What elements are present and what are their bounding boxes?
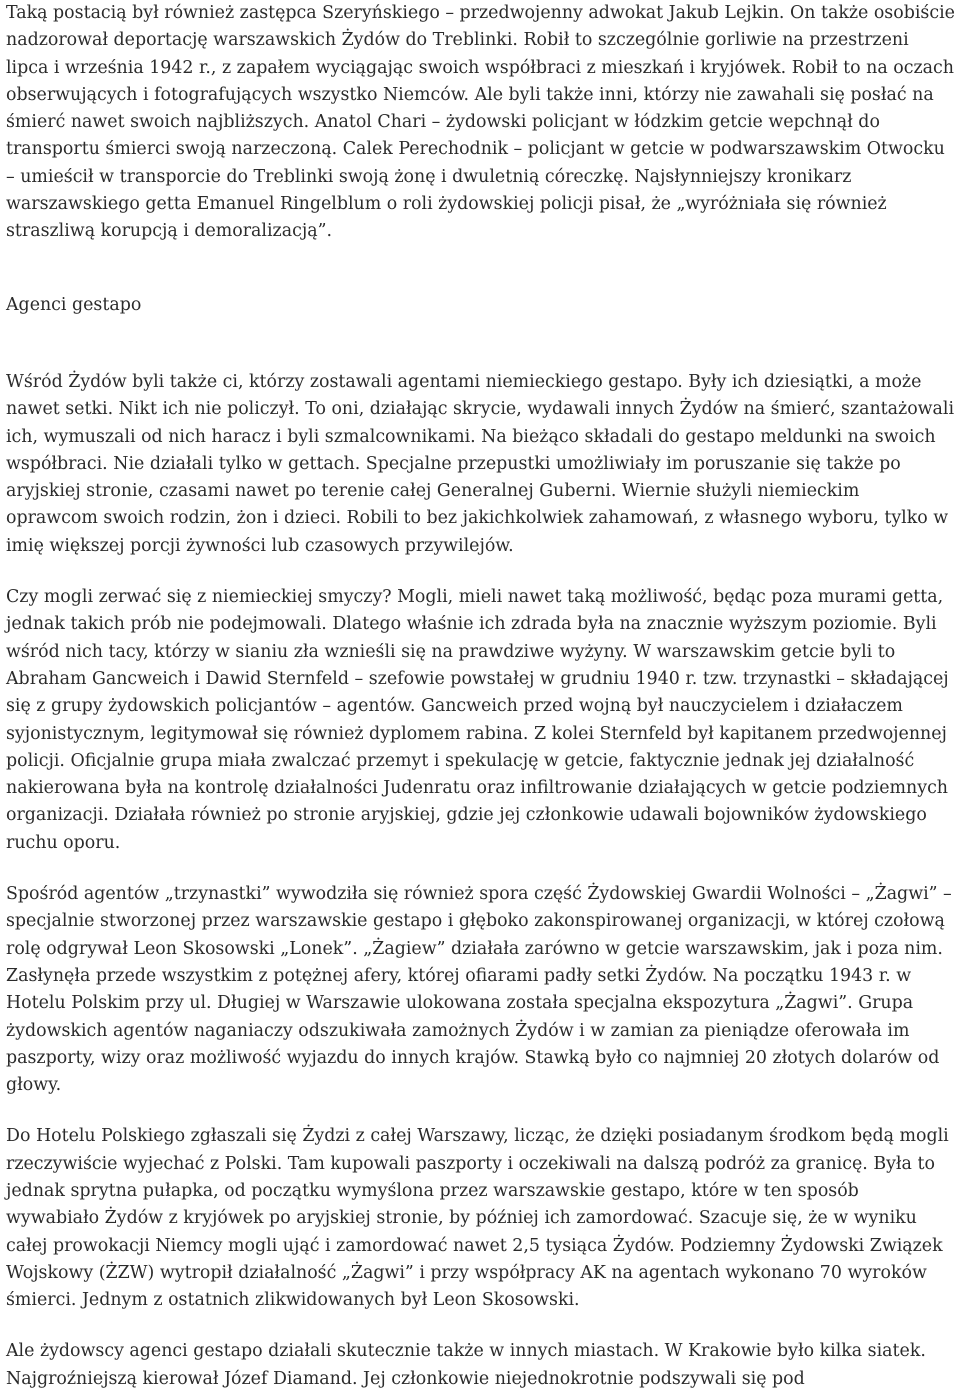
paragraph-lejkin: Taką postacią był również zastępca Szeryńskiego – przedwojenny adwokat Jakub Lejkin. On także osobiście nadzorował deportację warszawskich Żydów do Treblinki. Robił to szczególnie gorliwie na przestrzeni lipca i września 1942 r., z zapałem wyciągając swoich współbraci z mieszkań i kryjówek. Robił to na oczach obserwujących i fotografujących wszystko Niemców. Ale byli także inni, którzy nie zawahali się posłać na śmierć nawet swoich najbliższych. Anatol Chari – żydowski policjant w łódzkim getcie wepchnął do transportu śmierci swoją narzeczoną. Calek Perechodnik – policjant w getcie w podwarszawskim Otwocku – umieścił w transporcie do Treblinki swoją żonę i dwuletnią córeczkę. Najsłynniejszy kronikarz warszawskiego getta Emanuel Ringelblum o roli żydowskiej policji pisał, że „wyróżniała się również straszliwą korupcją i demoralizacją”.: [6, 3, 955, 242]
paragraph-trzynastka: Czy mogli zerwać się z niemieckiej smyczy? Mogli, mieli nawet taką możliwość, będąc poza murami getta, jednak takich prób nie podejmowali. Dlatego właśnie ich zdrada była na znacznie wyższym poziomie. Byli wśród nich tacy, którzy w sianiu zła wznieśli się na prawdziwe wyżyny. W warszawskim getcie byli to Abraham Gancweich i Dawid Sternfeld – szefowie powstałej w grudniu 1940 r. tzw. trzynastki – składającej się z grupy żydowskich policjantów – agentów. Gancweich przed wojną był nauczycielem i działaczem syjonistycznym, legitymował się również dyplomem rabina. Z kolei Sternfeld był kapitanem przedwojennej policji. Oficjalnie grupa miała zwalczać przemyt i spekulację w getcie, faktycznie jednak jej działalność nakierowana była na kontrolę działalności Judenratu oraz infiltrowanie działających w getcie podziemnych organizacji. Działała również po stronie aryjskiej, gdzie jej członkowie udawali bojowników żydowskiego ruchu oporu.: [6, 587, 949, 853]
paragraph-hotel-polski: Do Hotelu Polskiego zgłaszali się Żydzi z całej Warszawy, licząc, że dzięki posiadanym środkom będą mogli rzeczywiście wyjechać z Polski. Tam kupowali paszporty i oczekiwali na dalszą podróż za granicę. Była to jednak sprytna pułapka, od początku wymyślona przez warszawskie gestapo, które w ten sposób wywabiało Żydów z kryjówek po aryjskiej stronie, by później ich zamordować. Szacuje się, że w wyniku całej prowokacji Niemcy mogli ująć i zamordować nawet 2,5 tysiąca Żydów. Podziemny Żydowski Związek Wojskowy (ŻZW) wytropił działalność „Żagwi” i przy współpracy AK na agentach wykonano 70 wyroków śmierci. Jednym z ostatnich zlikwidowanych był Leon Skosowski.: [6, 1126, 949, 1311]
paragraph-zagiew: Spośród agentów „trzynastki” wywodziła się również spora część Żydowskiej Gwardii Wolności – „Żagwi” – specjalnie stworzonej przez warszawskie gestapo i głęboko zakonspirowanej organizacji, w której czołową rolę odgrywał Leon Skosowski „Lonek”. „Żagiew” działała zarówno w getcie warszawskim, jak i poza nim. Zasłynęła przede wszystkim z potężnej afery, której ofiarami padły setki Żydów. Na początku 1943 r. w Hotelu Polskim przy ul. Długiej w Warszawie ulokowana została specjalna ekspozytura „Żagwi”. Grupa żydowskich agentów naganiaczy odszukiwała zamożnych Żydów i w zamian za pieniądze oferowała im paszporty, wizy oraz możliwość wyjazdu do innych krajów. Stawką było co najmniej 20 złotych dolarów od głowy.: [6, 884, 952, 1096]
section-heading-agenci-gestapo: Agenci gestapo: [6, 294, 142, 315]
paragraph-krakow: Ale żydowscy agenci gestapo działali skutecznie także w innych miastach. W Krakowie było kilka siatek. Najgroźniejszą kierował Józef Diamand. Jej członkowie niejednokrotnie podszywali się pod: [6, 1341, 926, 1389]
paragraph-agents-intro: Wśród Żydów byli także ci, którzy zostawali agentami niemieckiego gestapo. Były ich dziesiątki, a może nawet setki. Nikt ich nie policzył. To oni, działając skrycie, wydawali innych Żydów na śmierć, szantażowali ich, wymuszali od nich haracz i byli szmalcownikami. Na bieżąco składali do gestapo meldunki na swoich współbraci. Nie działali tylko w gettach. Specjalne przepustki umożliwiały im poruszanie się także po aryjskiej stronie, czasami nawet po terenie całej Generalnej Guberni. Wiernie służyli niemieckim oprawcom swoich rodzin, żon i dzieci. Robili to bez jakichkolwiek zahamowań, z własnego wyboru, tylko w imię większej porcji żywności lub czasowych przywilejów.: [6, 371, 955, 556]
article-body: [6, 0, 956, 1393]
